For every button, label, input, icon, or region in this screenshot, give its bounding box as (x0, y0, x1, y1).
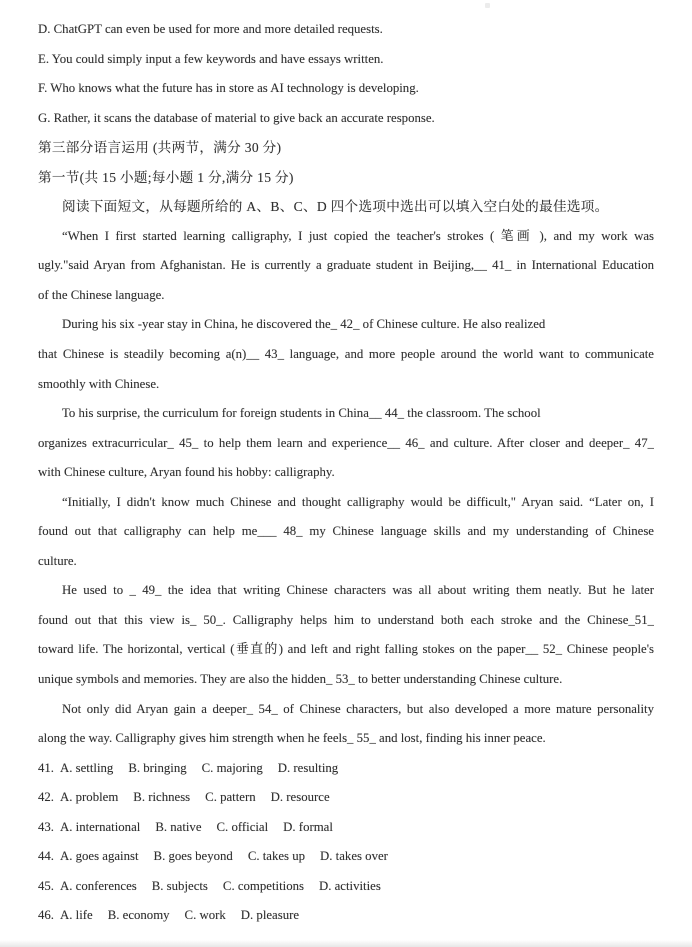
question-option-c: C. competitions (222, 878, 304, 893)
question-option-c: C. takes up (247, 849, 306, 864)
passage-line: During his six -year stay in China, he discovered the_ 42_ of Chinese culture. He also realized (62, 317, 546, 332)
question-option-b: B. goes beyond (153, 849, 233, 864)
instruction-text: 阅读下面短文，从每题所给的 A、B、C、D 四个选项中选出可以填入空白处的最佳选项。 (62, 199, 609, 215)
passage-line: “When I first started learning calligraphy, I just copied the teacher's strokes ( 笔画 ), and my work was (62, 228, 654, 243)
question-option-b: B. richness (133, 790, 191, 805)
question-42 (38, 783, 654, 813)
passage-line: He used to _ 49_ the idea that writing Chinese characters was all about writing them neatly. But he later (62, 583, 654, 598)
question-option-a: A. problem (60, 790, 119, 805)
question-41 (38, 754, 654, 784)
section-heading: 第三部分语言运用 (共两节，满分 30 分) (38, 140, 282, 156)
question-number: 46. (38, 908, 54, 923)
question-44 (38, 842, 654, 872)
question-option-c: C. majoring (201, 760, 263, 775)
subsection-heading: 第一节(共 15 小题;每小题 1 分,满分 15 分) (38, 169, 294, 185)
question-number: 43. (38, 819, 54, 834)
question-46 (38, 901, 654, 931)
passage-line: with Chinese culture, Aryan found his hobby: calligraphy. (38, 465, 335, 480)
passage-line: toward life. The horizontal, vertical (垂直的) and left and right falling stokes on the paper__ 52_ Chinese people's (38, 642, 654, 657)
question-option-a: A. settling (60, 760, 114, 775)
question-option-a: A. life (60, 908, 93, 923)
answer-option-d: D. ChatGPT can even be used for more and more detailed requests. (38, 22, 383, 36)
question-option-c: C. work (184, 908, 226, 923)
question-option-b: B. economy (107, 908, 170, 923)
question-option-d: D. pleasure (240, 908, 300, 923)
question-option-d: D. formal (283, 819, 333, 834)
question-option-c: C. pattern (205, 790, 256, 805)
question-number: 41. (38, 760, 54, 775)
question-number: 42. (38, 790, 54, 805)
question-option-d: D. takes over (320, 849, 388, 864)
passage-line: found out that calligraphy can help me___ 48_ my Chinese language skills and my understanding of Chinese (38, 524, 654, 539)
passage-line: found out that this view is_ 50_. Calligraphy helps him to understand both each stroke and the Chinese_51_ (38, 612, 654, 627)
question-option-a: A. conferences (60, 878, 137, 893)
question-45 (38, 872, 654, 902)
answer-option-g: G. Rather, it scans the database of material to give back an accurate response. (38, 110, 435, 125)
passage-line: smoothly with Chinese. (38, 376, 160, 391)
question-option-d: D. resource (270, 790, 330, 805)
passage-line: ugly."said Aryan from Afghanistan. He is currently a graduate student in Beijing,__ 41_ in International Education (38, 258, 654, 273)
passage-line: along the way. Calligraphy gives him strength when he feels_ 55_ and lost, finding his inner peace. (38, 731, 546, 746)
answer-option-f: F. Who knows what the future has in store as AI technology is developing. (38, 81, 419, 96)
passage-line: unique symbols and memories. They are also the hidden_ 53_ to better understanding Chinese culture. (38, 672, 563, 687)
question-43 (38, 813, 654, 843)
question-number: 45. (38, 878, 54, 893)
question-option-b: B. bringing (128, 760, 187, 775)
question-option-d: D. activities (318, 878, 381, 893)
question-option-b: B. subjects (151, 878, 208, 893)
passage-line: To his surprise, the curriculum for foreign students in China__ 44_ the classroom. The school (62, 406, 541, 421)
passage-line: of the Chinese language. (38, 287, 165, 302)
question-option-b: B. native (155, 819, 202, 834)
answer-option-e: E. You could simply input a few keywords and have essays written. (38, 51, 384, 66)
passage-line: that Chinese is steadily becoming a(n)__ 43_ language, and more people around the world want to communicate (38, 347, 654, 362)
scan-artifact (485, 3, 490, 8)
scan-bottom-edge (0, 940, 692, 947)
question-option-a: A. goes against (60, 849, 139, 864)
passage-line: “Initially, I didn't know much Chinese and thought calligraphy would be difficult," Aryan said. “Later on, I (62, 494, 654, 509)
passage-line: culture. (38, 553, 77, 568)
passage-line: organizes extracurricular_ 45_ to help them learn and experience__ 46_ and culture. After closer and deeper_ 47_ (38, 435, 654, 450)
passage-line: Not only did Aryan gain a deeper_ 54_ of Chinese characters, but also developed a more mature personality (62, 701, 654, 716)
question-option-c: C. official (216, 819, 269, 834)
question-number: 44. (38, 849, 54, 864)
question-option-d: D. resulting (277, 760, 339, 775)
question-option-a: A. international (60, 819, 141, 834)
